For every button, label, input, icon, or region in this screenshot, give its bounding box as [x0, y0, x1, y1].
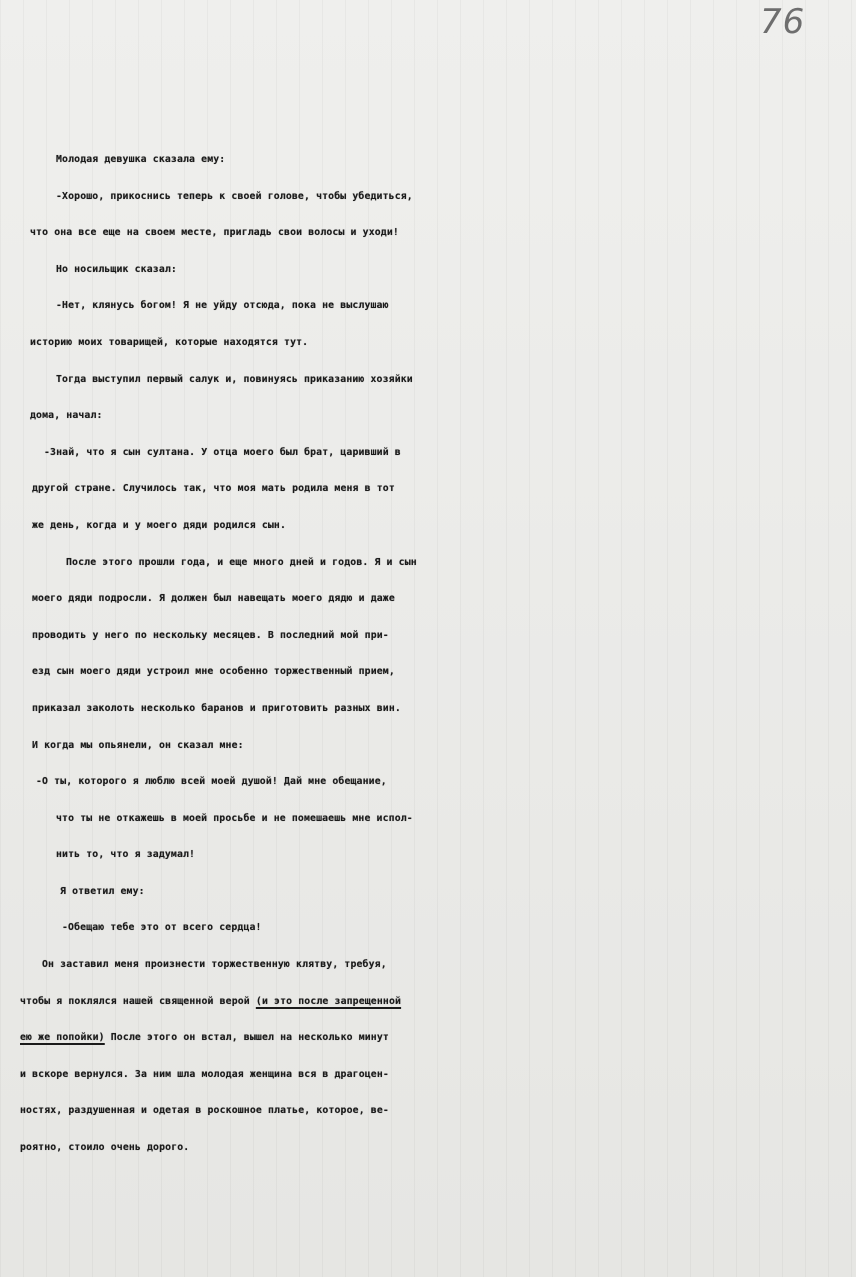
line-text: -О ты, которого я люблю всей моей душой! Дай мне обещание, [36, 776, 387, 788]
text-line [20, 837, 856, 874]
line-text: другой стране. Случилось так, что моя мать родила меня в тот [32, 483, 395, 495]
line-text: проводить у него по нескольку месяцев. В последний мой при- [32, 629, 389, 641]
text-line [20, 471, 856, 508]
text-line [20, 215, 856, 252]
text-line [20, 1130, 856, 1167]
text-line [20, 801, 856, 838]
underlined-text: ею же попойки) [20, 1032, 105, 1044]
text-line [20, 618, 856, 655]
text-line [20, 398, 856, 435]
line-text: Тогда выступил первый салук и, повинуясь приказанию хозяйки [56, 373, 413, 385]
text-line [20, 508, 856, 545]
line-text: -Нет, клянусь богом! Я не уйду отсюда, пока не выслушаю [56, 300, 389, 312]
line-text: После этого он встал, вышел на несколько минут [104, 1032, 389, 1044]
line-text: ностях, раздушенная и одетая в роскошное платье, которое, ве- [20, 1105, 389, 1117]
line-text: и вскоре вернулся. За ним шла молодая женщина вся в драгоцен- [20, 1068, 389, 1080]
text-line [20, 142, 856, 179]
text-line [20, 1057, 856, 1094]
text-line [20, 545, 856, 582]
text-line [20, 691, 856, 728]
line-text: что ты не откажешь в моей просьбе и не помешаешь мне испол- [56, 812, 413, 824]
text-line [20, 984, 856, 1021]
text-line [20, 581, 856, 618]
line-text: езд сын моего дяди устроил мне особенно торжественный прием, [32, 666, 395, 678]
text-line [20, 252, 856, 289]
text-line [20, 362, 856, 399]
underlined-text: (и это после запрещенной [255, 995, 402, 1007]
line-text: что она все еще на своем месте, пригладь свои волосы и уходи! [30, 227, 399, 239]
text-line [20, 1020, 856, 1057]
text-line [20, 1093, 856, 1130]
line-text: После этого прошли года, и еще много дней и годов. Я и сын [66, 556, 417, 568]
line-text: И когда мы опьянели, он сказал мне: [32, 739, 244, 751]
line-text: историю моих товарищей, которые находятся тут. [30, 336, 309, 348]
text-line [20, 728, 856, 765]
line-text: Он заставил меня произнести торжественную клятву, требуя, [42, 959, 387, 971]
line-text: моего дяди подросли. Я должен был навещать моего дядю и даже [32, 593, 395, 605]
text-line [20, 288, 856, 325]
line-text: нить то, что я задумал! [56, 849, 196, 861]
line-text: приказал заколоть несколько баранов и приготовить разных вин. [32, 702, 401, 714]
line-text: -Обещаю тебе это от всего сердца! [62, 922, 262, 934]
text-body [20, 142, 856, 1167]
line-text: Но носильщик сказал: [56, 263, 177, 275]
line-text: роятно, стоило очень дорого. [20, 1142, 190, 1154]
text-line [20, 654, 856, 691]
text-line [20, 947, 856, 984]
line-text: чтобы я поклялся нашей священной верой [20, 995, 256, 1007]
line-text: -Знай, что я сын султана. У отца моего был брат, царивший в [44, 446, 401, 458]
line-text: дома, начал: [30, 410, 103, 422]
page-number: 76 [760, 2, 806, 42]
line-text: Я ответил ему: [60, 885, 145, 897]
text-line [20, 874, 856, 911]
text-line [20, 764, 856, 801]
text-line [20, 435, 856, 472]
line-text: Молодая девушка сказала ему: [56, 154, 226, 165]
text-line [20, 179, 856, 216]
text-line [20, 910, 856, 947]
line-text: -Хорошо, прикоснись теперь к своей голове, чтобы убедиться, [56, 190, 413, 202]
line-text: же день, когда и у моего дяди родился сын. [32, 519, 287, 531]
text-line [20, 325, 856, 362]
